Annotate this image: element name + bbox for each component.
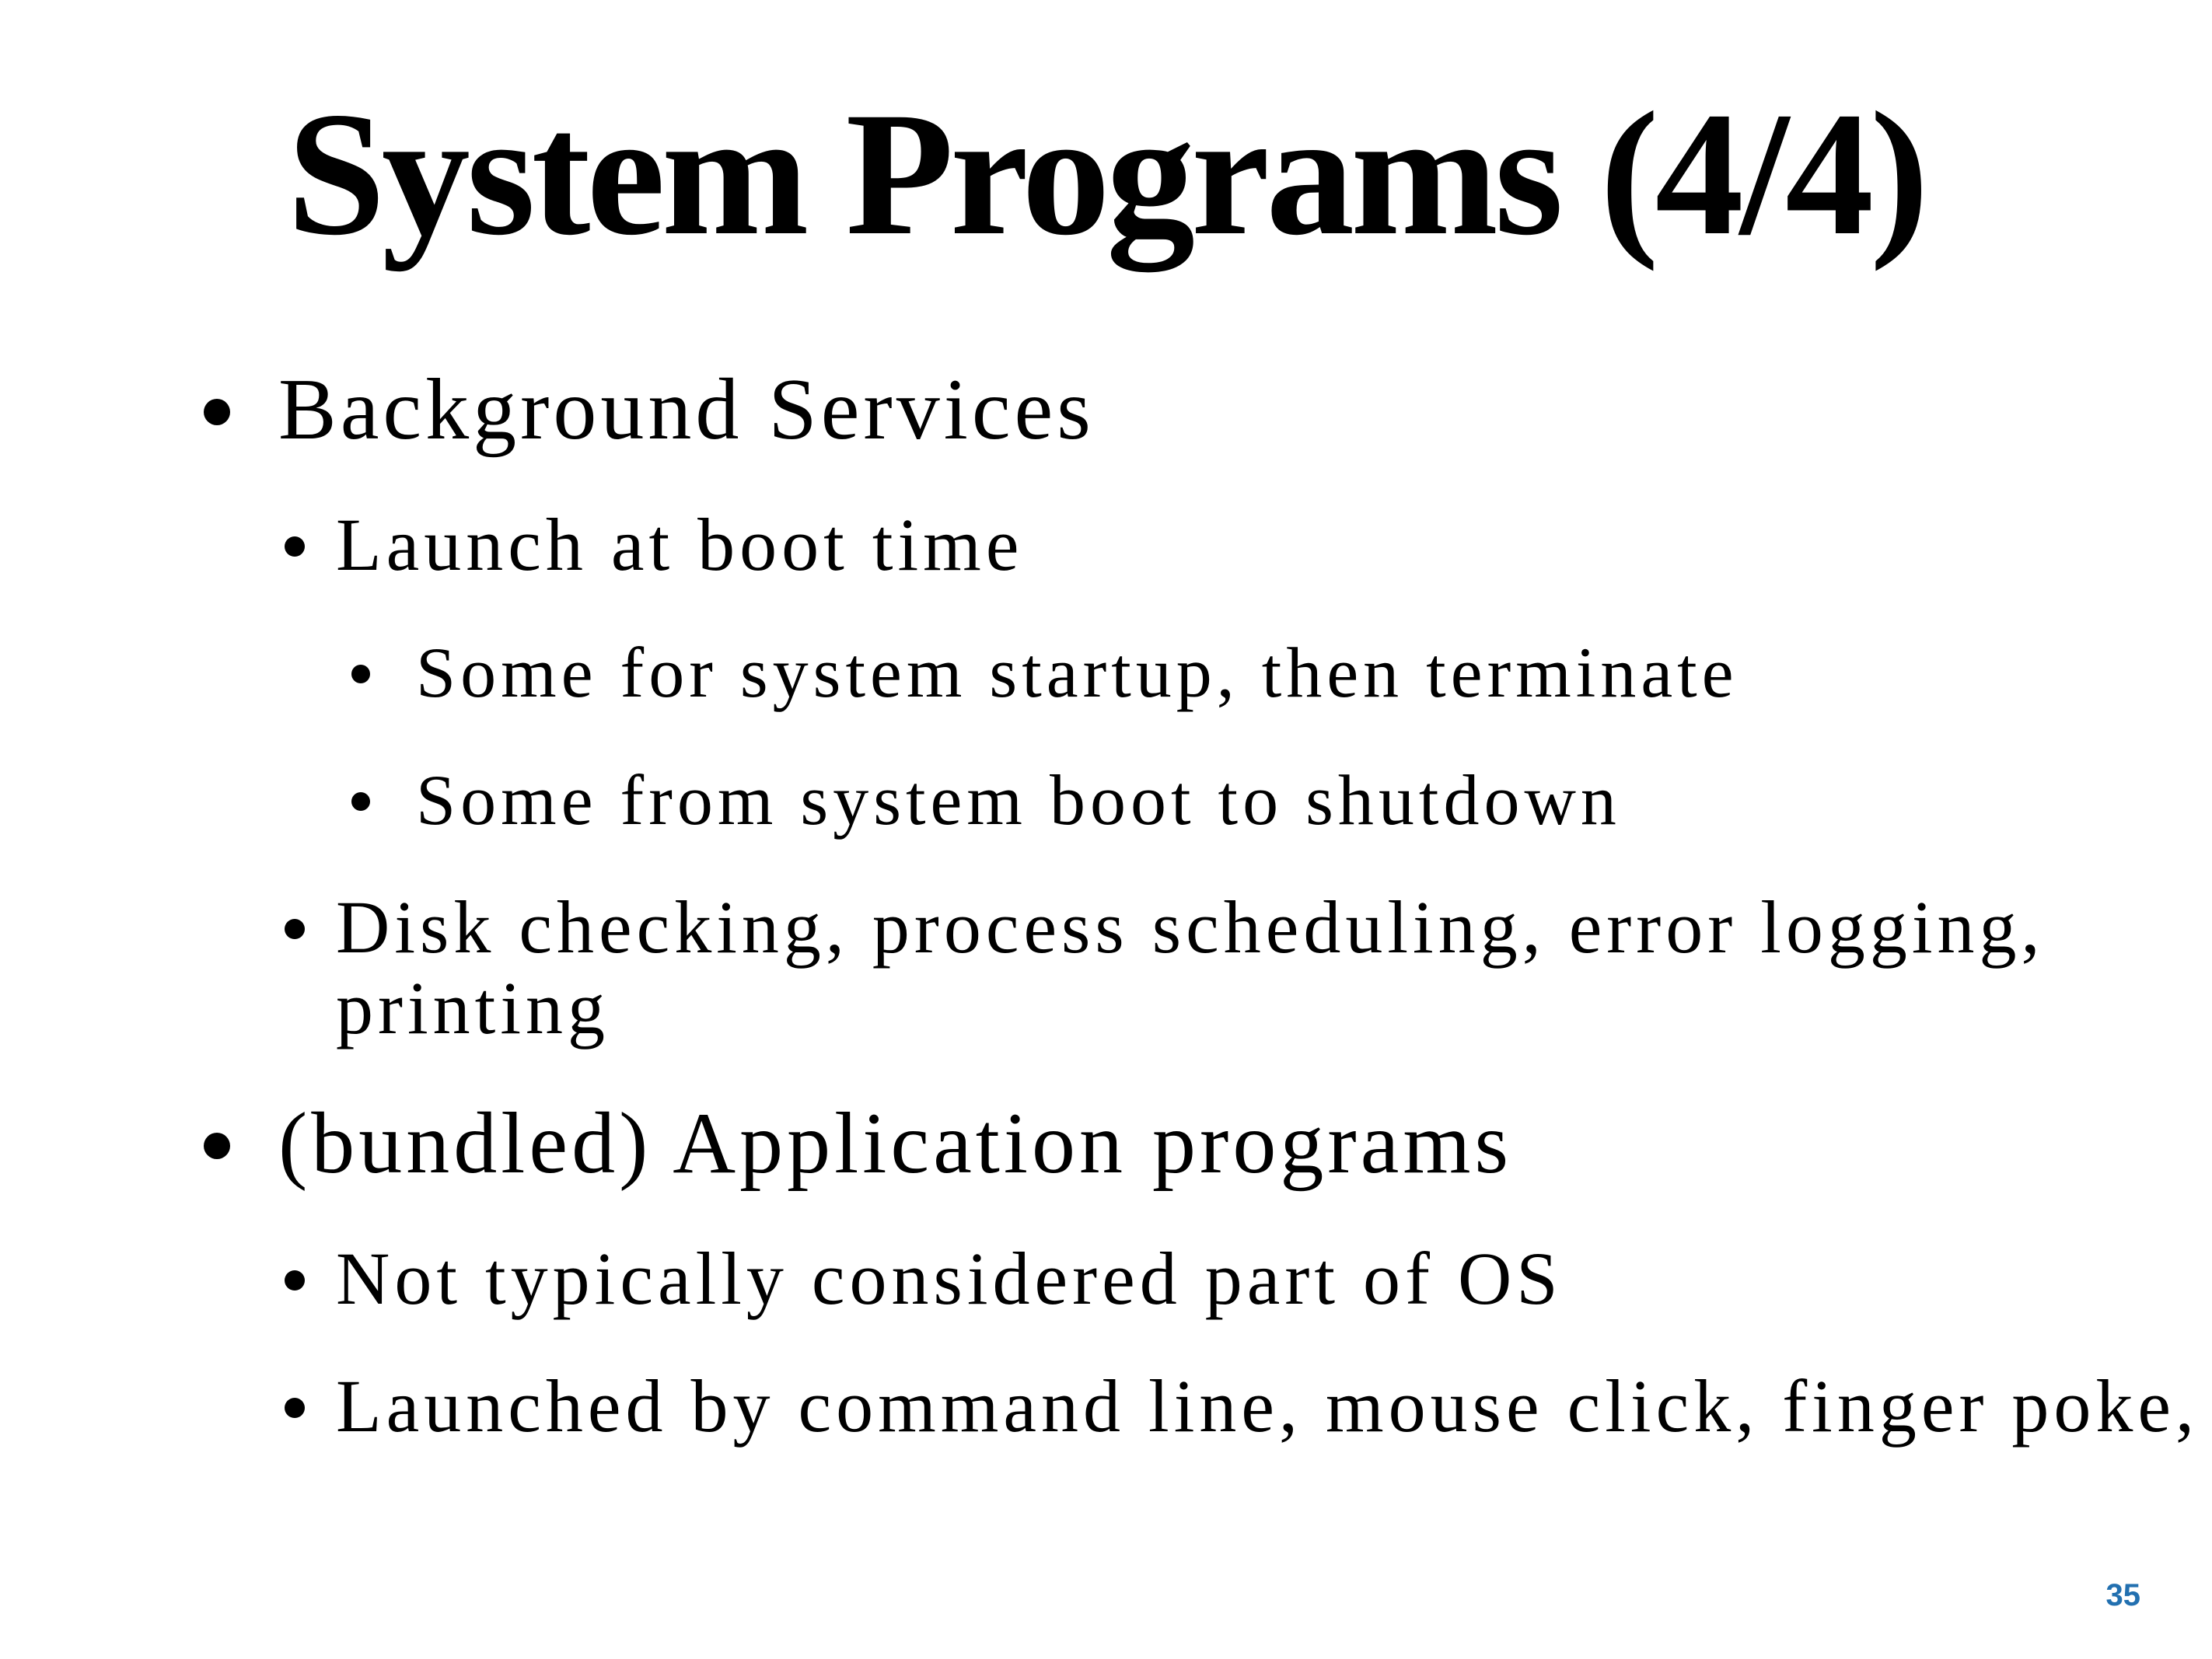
bullet-item: [0, 1095, 2212, 1192]
bullet-text: Launch at boot time: [336, 503, 1024, 586]
bullet-text: Launched by command line, mouse click, finger poke,: [336, 1364, 2200, 1448]
bullet-item: [0, 632, 2212, 713]
bullet-text: Not typically considered part of OS: [336, 1237, 1563, 1320]
bullet-item: [0, 1238, 2212, 1319]
bullet-text: Some from system boot to shutdown: [416, 760, 1621, 840]
bullet-text: Some for system startup, then terminate: [416, 633, 1738, 712]
bullet-text: Background Services: [278, 361, 1095, 458]
bullet-icon: [351, 792, 370, 811]
bullet-icon: [204, 399, 230, 425]
bullet-item: [0, 505, 2212, 585]
bullet-icon: [285, 919, 305, 939]
bullet-icon: [351, 665, 370, 683]
bullet-icon: [285, 1398, 305, 1418]
bullet-list: [0, 361, 2212, 1493]
bullet-icon: [285, 536, 305, 557]
bullet-item: [0, 887, 2212, 1049]
bullet-icon: [285, 1270, 305, 1291]
slide-title: System Programs (4/4): [287, 76, 1925, 272]
bullet-text: Disk checking, process scheduling, error logging, printing: [336, 885, 2045, 1050]
bullet-text: (bundled) Application programs: [278, 1095, 1513, 1192]
bullet-item: [0, 1366, 2212, 1447]
page-number: 35: [2105, 1578, 2140, 1612]
bullet-item: [0, 760, 2212, 840]
bullet-icon: [204, 1133, 230, 1159]
bullet-item: [0, 361, 2212, 458]
